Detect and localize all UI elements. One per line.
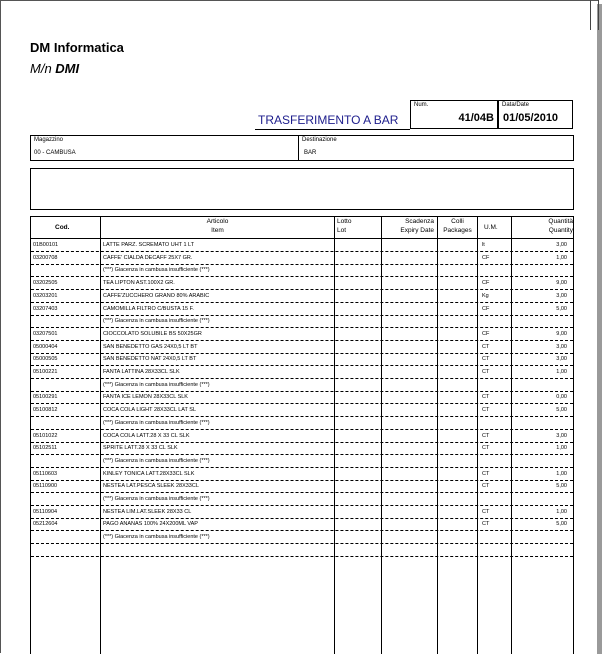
header-scadenza	[382, 217, 434, 235]
row-um: CT	[482, 356, 490, 363]
row-item: (***) Giacenza in cambusa insufficiente (***)	[103, 457, 210, 464]
header-quantita	[512, 217, 573, 235]
number-label: Num.	[414, 102, 429, 108]
table-row	[31, 379, 573, 392]
row-um: lt	[482, 242, 485, 248]
date-label: Data/Date	[502, 102, 530, 108]
row-um: CT	[482, 343, 490, 350]
page-shadow	[597, 4, 602, 654]
header-colli	[438, 217, 477, 235]
row-code: 03202505	[33, 280, 58, 287]
row-item: CIOCCOLATO SOLUBILE BS 50X25GR	[103, 330, 202, 337]
notes-box	[30, 168, 574, 210]
row-quantity: 5,00	[556, 407, 567, 414]
row-quantity: 0,00	[556, 394, 567, 401]
row-item: CAFFE' CIALDA DECAFF 25X7 GR.	[103, 254, 193, 261]
row-item: FANTA LATTINA 28X33CL SLK	[103, 369, 180, 375]
row-item: SAN BENEDETTO NAT 24X0,5 LT BT	[103, 356, 197, 363]
row-um: CT	[482, 470, 490, 477]
header-articolo-it: Articolo	[206, 218, 229, 225]
row-um: CT	[482, 483, 490, 490]
row-item: CAFFE'ZUCCHERO GRANO 80% ARABIC	[103, 292, 210, 299]
row-item: SAN BENEDETTO GAS 24X0,5 LT BT	[103, 343, 198, 350]
row-quantity: 3,00	[556, 343, 567, 350]
row-quantity: 9,00	[556, 330, 567, 337]
row-quantity: 1,00	[556, 445, 567, 452]
row-quantity: 1,00	[556, 470, 567, 477]
table-row	[31, 455, 573, 468]
header-quantita-it: Quantità	[548, 218, 573, 225]
header-scadenza-en: Expiry Date	[400, 227, 434, 234]
items-table	[30, 216, 574, 654]
row-code: 05110603	[33, 470, 58, 477]
company-name: DM Informatica	[30, 40, 124, 55]
title-underline	[255, 129, 410, 130]
warehouse-box	[30, 135, 574, 161]
row-quantity: 3,00	[556, 292, 567, 299]
table-row	[31, 328, 573, 341]
row-item: SPRITE LATT.28 X 33 CL SLK	[103, 445, 178, 452]
destinazione-value: BAR	[304, 150, 317, 156]
company-subtitle	[30, 61, 79, 76]
window-edge	[590, 0, 599, 30]
table-row	[31, 315, 573, 328]
header-lotto-it: Lotto	[337, 218, 352, 225]
row-code: 05100221	[33, 369, 58, 375]
row-code: 05102511	[33, 445, 58, 452]
row-item: (***) Giacenza in cambusa insufficiente (***)	[103, 496, 210, 502]
table-row	[31, 391, 573, 404]
row-quantity: 5,00	[556, 521, 567, 528]
row-item: FANTA ICE LEMON 28X33CL SLK	[103, 394, 188, 401]
row-code: 03203201	[33, 292, 58, 299]
row-quantity: 3,00	[556, 356, 567, 363]
header-lotto	[337, 217, 351, 235]
header-cod: Cod.	[55, 224, 70, 231]
row-um: CT	[482, 369, 490, 375]
row-quantity: 9,00	[556, 280, 567, 287]
row-item: COCA COLA LIGHT 28X33CL LAT SL	[103, 407, 197, 414]
header-lotto-en: Lot	[337, 227, 347, 234]
table-row	[31, 417, 573, 430]
row-item: (***) Giacenza in cambusa insufficiente (***)	[103, 419, 210, 426]
row-um: CF	[482, 280, 490, 287]
row-code: 05110900	[33, 483, 58, 490]
row-item: (***) Giacenza in cambusa insufficiente (***)	[103, 318, 210, 325]
row-quantity: 1,00	[556, 254, 567, 261]
table-row	[31, 264, 573, 277]
row-code: 05100291	[33, 394, 58, 401]
table-row	[31, 341, 573, 354]
row-um: CF	[482, 305, 490, 312]
row-item: (***) Giacenza in cambusa insufficiente (***)	[103, 381, 210, 388]
row-item: TEA LIPTON AST.100X2 GR.	[103, 280, 175, 287]
row-item: NESTEA LAT.PESCA SLEEK 28X33CL	[103, 483, 199, 490]
row-um: CF	[482, 330, 490, 337]
table-row	[31, 544, 573, 557]
table-row	[31, 480, 573, 493]
document-number-box	[410, 100, 498, 129]
table-row	[31, 506, 573, 519]
table-row	[31, 239, 573, 252]
row-code: 01B00101	[33, 242, 59, 248]
row-item: LATTE PARZ. SCREMATO UHT 1 LT	[103, 242, 195, 248]
row-code: 05100812	[33, 407, 58, 414]
header-um: U.M.	[484, 224, 498, 231]
table-row	[31, 430, 573, 443]
document-date-box	[498, 100, 573, 129]
row-quantity: 5,00	[556, 483, 567, 490]
row-item: CAMOMILLA FILTRO C/BUSTA 15 F.	[103, 305, 194, 312]
row-um: CT	[482, 407, 490, 414]
header-scadenza-it: Scadenza	[405, 218, 434, 225]
row-um: CT	[482, 521, 490, 528]
row-quantity: 5,00	[556, 305, 567, 312]
row-code: 05101022	[33, 432, 58, 439]
table-row	[31, 366, 573, 379]
destinazione-label: Destinazione	[302, 137, 337, 143]
row-um: CT	[482, 432, 490, 439]
row-um: CT	[482, 508, 490, 515]
row-um: CF	[482, 254, 490, 261]
row-item: COCA COLA LATT.28 X 33 CL SLK	[103, 432, 190, 439]
row-item: NESTEA LIM.LAT.SLEEK 28X33 CL	[103, 508, 192, 515]
warehouse-divider	[298, 136, 299, 160]
header-quantita-en: Quantity	[548, 227, 573, 234]
row-um: CT	[482, 445, 490, 452]
row-item: PAGO ANANAS 100% 24X200ML VAP	[103, 521, 198, 528]
subtitle-name: DMI	[55, 61, 80, 76]
magazzino-label: Magazzino	[34, 137, 64, 143]
table-row	[31, 252, 573, 265]
header-colli-en: Packages	[443, 227, 472, 234]
row-item: KINLEY TONICA LATT.28X33CL SLK	[103, 470, 195, 477]
table-row	[31, 442, 573, 455]
row-code: 05000505	[33, 356, 58, 363]
row-code: 03207501	[33, 330, 58, 337]
row-quantity: 1,00	[556, 369, 567, 375]
table-row	[31, 531, 573, 544]
row-um: Kg	[482, 292, 489, 299]
header-articolo-en: Item	[211, 227, 224, 234]
magazzino-value: 00 - CAMBUSA	[34, 150, 76, 156]
table-row	[31, 404, 573, 417]
row-um: CT	[482, 394, 490, 401]
number-value: 41/04B	[458, 112, 494, 124]
table-row	[31, 303, 573, 316]
row-code: 03207403	[33, 305, 58, 312]
row-code: 05110904	[33, 508, 58, 515]
row-quantity: 1,00	[556, 508, 567, 515]
row-code: 03200708	[33, 254, 58, 261]
header-articolo	[101, 217, 334, 235]
date-value: 01/05/2010	[503, 112, 559, 124]
table-row	[31, 353, 573, 366]
header-colli-it: Colli	[451, 218, 464, 225]
table-row	[31, 518, 573, 531]
row-code: 05000404	[33, 343, 58, 350]
row-quantity: 3,00	[556, 432, 567, 439]
table-row	[31, 277, 573, 290]
row-code: 05212604	[33, 521, 58, 528]
row-quantity: 3,00	[556, 242, 567, 248]
table-row	[31, 290, 573, 303]
table-row	[31, 493, 573, 506]
table-row	[31, 468, 573, 481]
row-item: (***) Giacenza in cambusa insufficiente (***)	[103, 267, 210, 274]
row-item: (***) Giacenza in cambusa insufficiente (***)	[103, 534, 210, 541]
subtitle-prefix: M/n	[30, 61, 52, 76]
document-title: TRASFERIMENTO A BAR	[258, 113, 399, 127]
